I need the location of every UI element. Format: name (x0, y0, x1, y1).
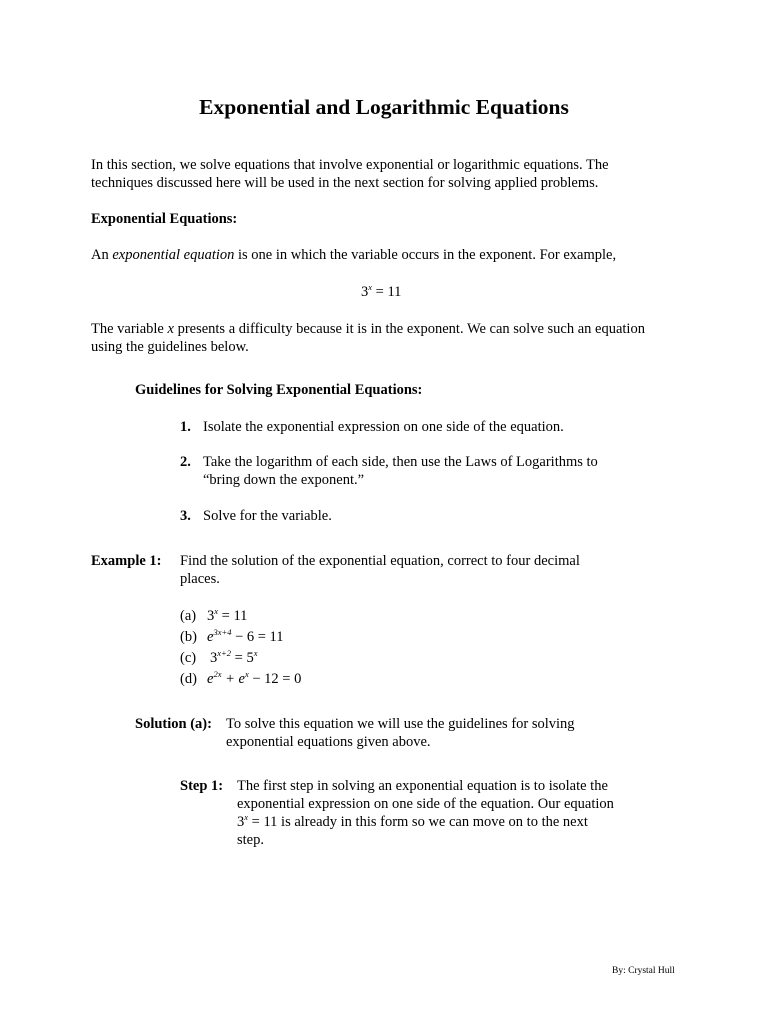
guideline-text: Solve for the variable. (203, 508, 332, 524)
guideline-number: 3. (180, 508, 191, 524)
example-part-b (180, 628, 284, 646)
part-a-equation (207, 608, 247, 624)
intro-line-1: In this section, we solve equations that involve exponential or logarithmic equations. The (91, 157, 609, 173)
variable-note-var: x (167, 321, 174, 337)
equation-exponent: x (368, 282, 373, 292)
part-label: (a) (180, 608, 197, 624)
guideline-text: Isolate the exponential expression on one side of the equation. (203, 419, 564, 435)
example-prompt (180, 552, 580, 588)
solution-text-line-1: To solve this equation we will use the guidelines for solving (226, 716, 575, 732)
example-label: Example 1: (91, 553, 162, 569)
step-inline-exponent: x (244, 812, 249, 822)
step-text-line-2: exponential expression on one side of the equation. Our equation (237, 796, 614, 812)
guidelines-heading: Guidelines for Solving Exponential Equations: (135, 382, 423, 398)
definition-term: exponential equation (112, 247, 235, 263)
part-a-exponent: x (214, 606, 219, 616)
guideline-item (180, 418, 564, 436)
part-c-exponent-2: x (253, 648, 258, 658)
step-text-line-4: step. (237, 832, 264, 848)
part-label: (c) (180, 650, 197, 666)
part-b-equation (207, 629, 284, 645)
author-footer: By: Crystal Hull (612, 966, 675, 976)
step-inline-rest: = 11 is already in this form so we can move on to the next (248, 814, 588, 830)
section-heading: Exponential Equations: (91, 211, 238, 227)
variable-note-line-1 (91, 320, 691, 338)
part-a-rest: = 11 (218, 608, 248, 624)
part-d-equation (207, 671, 301, 687)
variable-note-suffix: presents a difficulty because it is in the exponent. We can solve such an equation (173, 321, 645, 337)
step-label: Step 1: (180, 778, 224, 794)
part-d-exponent-2: x (244, 669, 249, 679)
example-prompt-line-1: Find the solution of the exponential equation, correct to four decimal (180, 553, 580, 569)
part-c-mid: = 5 (231, 650, 254, 666)
definition-prefix: An (91, 247, 113, 263)
part-d-rest: − 12 = 0 (248, 671, 302, 687)
example-part-c (180, 649, 257, 667)
variable-note-prefix: The variable (91, 321, 168, 337)
part-b-base: e (207, 629, 214, 645)
part-c-base: 3 (210, 650, 218, 666)
example-prompt-line-2: places. (180, 571, 220, 587)
part-a-base: 3 (207, 608, 215, 624)
step-text (237, 777, 614, 849)
step-text-line-3 (237, 813, 614, 831)
solution-text (226, 715, 575, 751)
part-d-mid: + e (221, 671, 245, 687)
part-label: (b) (180, 629, 197, 645)
guideline-number: 2. (180, 454, 191, 470)
part-b-rest: − 6 = 11 (231, 629, 284, 645)
intro-line-2: techniques discussed here will be used in the next section for solving applied problems. (91, 175, 599, 191)
equation-rhs: = 11 (372, 284, 402, 300)
step-text-line-1: The first step in solving an exponential equation is to isolate the (237, 778, 608, 794)
guideline-item (180, 507, 332, 525)
step-inline-base: 3 (237, 814, 245, 830)
solution-label: Solution (a): (135, 716, 212, 732)
example-equation (361, 283, 401, 301)
part-c-equation (210, 650, 257, 666)
guideline-text-line-2: “bring down the exponent.” (203, 472, 365, 488)
guideline-number: 1. (180, 419, 191, 435)
intro-paragraph (91, 156, 691, 192)
example-part-a (180, 607, 247, 625)
part-label: (d) (180, 671, 197, 687)
guideline-text: Take the logarithm of each side, then use the Laws of Logarithms to (203, 454, 598, 470)
equation-base: 3 (361, 284, 369, 300)
part-c-exponent: x+2 (217, 648, 232, 658)
example-part-d (180, 670, 301, 688)
guideline-item (180, 453, 598, 489)
definition-suffix: is one in which the variable occurs in the exponent. For example, (234, 247, 617, 263)
page-title: Exponential and Logarithmic Equations (199, 95, 569, 119)
part-d-exponent: 2x (213, 669, 222, 679)
variable-note (91, 320, 691, 356)
solution-text-line-2: exponential equations given above. (226, 734, 431, 750)
part-b-exponent: 3x+4 (213, 627, 232, 637)
part-d-base: e (207, 671, 214, 687)
variable-note-line-2: using the guidelines below. (91, 339, 249, 355)
definition-paragraph (91, 246, 691, 264)
